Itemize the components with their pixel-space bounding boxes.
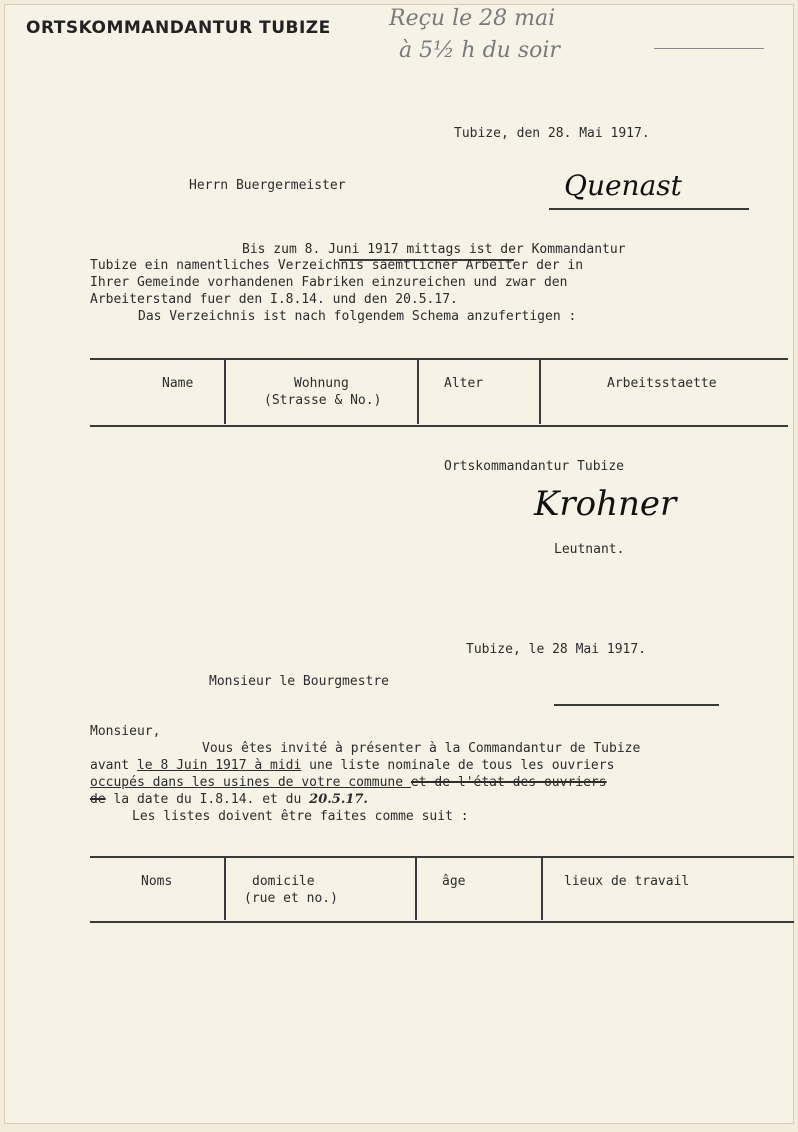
german-table-top-rule <box>90 358 788 360</box>
handwritten-note-line2: à 5½ h du soir <box>399 38 560 63</box>
french-col-address-sub: (rue et no.) <box>244 891 338 906</box>
german-col-workplace: Arbeitsstaette <box>607 376 717 391</box>
french-line-1: Vous êtes invité à présenter à la Commandantur de Tubize <box>202 741 641 756</box>
german-body-line-3: Ihrer Gemeinde vorhandenen Fabriken einzureichen und zwar den <box>90 275 568 290</box>
french-table-divider <box>415 858 417 920</box>
german-col-name: Name <box>162 376 194 391</box>
german-body-line-2: Tubize ein namentliches Verzeichnis saemtlicher Arbeiter der in <box>90 258 584 273</box>
french-table-divider <box>541 858 543 920</box>
french-line-2: avant le 8 Juin 1917 à midi une liste nominale de tous les ouvriers <box>90 758 615 773</box>
german-body-line-1: Bis zum 8. Juni 1917 mittags ist der Kommandantur <box>242 242 626 257</box>
french-col-age: âge <box>442 874 466 889</box>
german-table-bottom-rule <box>90 425 788 427</box>
french-col-address: domicile <box>252 874 315 889</box>
french-line-4: de la date du I.8.14. et du 20.5.17. <box>90 792 368 807</box>
german-col-address: Wohnung <box>294 376 349 391</box>
handwritten-note-line1: Reçu le 28 mai <box>389 6 556 31</box>
german-table-divider <box>417 360 419 424</box>
german-table-divider <box>224 360 226 424</box>
french-table-bottom-rule <box>90 921 794 923</box>
german-body-line-5: Das Verzeichnis ist nach folgendem Schema anzufertigen : <box>138 309 577 324</box>
french-line-3: occupés dans les usines de votre commune et de l'état des ouvriers <box>90 775 607 790</box>
french-table-divider <box>224 858 226 920</box>
german-col-address-sub: (Strasse & No.) <box>264 393 382 408</box>
document-page <box>4 4 794 1124</box>
german-body-line-4: Arbeiterstand fuer den I.8.14. und den 20.5.17. <box>90 292 458 307</box>
french-col-name: Noms <box>141 874 173 889</box>
french-salutation: Monsieur, <box>90 724 161 739</box>
signature-top: Quenast <box>564 169 682 202</box>
french-place-date: Tubize, le 28 Mai 1917. <box>466 642 647 657</box>
german-sender: Ortskommandantur Tubize <box>444 459 625 474</box>
signature-officer: Krohner <box>534 484 677 524</box>
german-addressee: Herrn Buergermeister <box>189 178 346 193</box>
stamp: ORTSKOMMANDANTUR TUBIZE <box>26 18 331 38</box>
german-col-age: Alter <box>444 376 484 391</box>
signature-top-line <box>549 208 749 210</box>
french-table-top-rule <box>90 856 794 858</box>
french-line-5: Les listes doivent être faites comme suit : <box>132 809 469 824</box>
german-place-date: Tubize, den 28. Mai 1917. <box>454 126 650 141</box>
french-signature-line <box>554 704 719 706</box>
german-table-divider <box>539 360 541 424</box>
french-addressee: Monsieur le Bourgmestre <box>209 674 390 689</box>
german-rank: Leutnant. <box>554 542 625 557</box>
note-underline <box>654 48 764 49</box>
french-col-workplace: lieux de travail <box>564 874 690 889</box>
